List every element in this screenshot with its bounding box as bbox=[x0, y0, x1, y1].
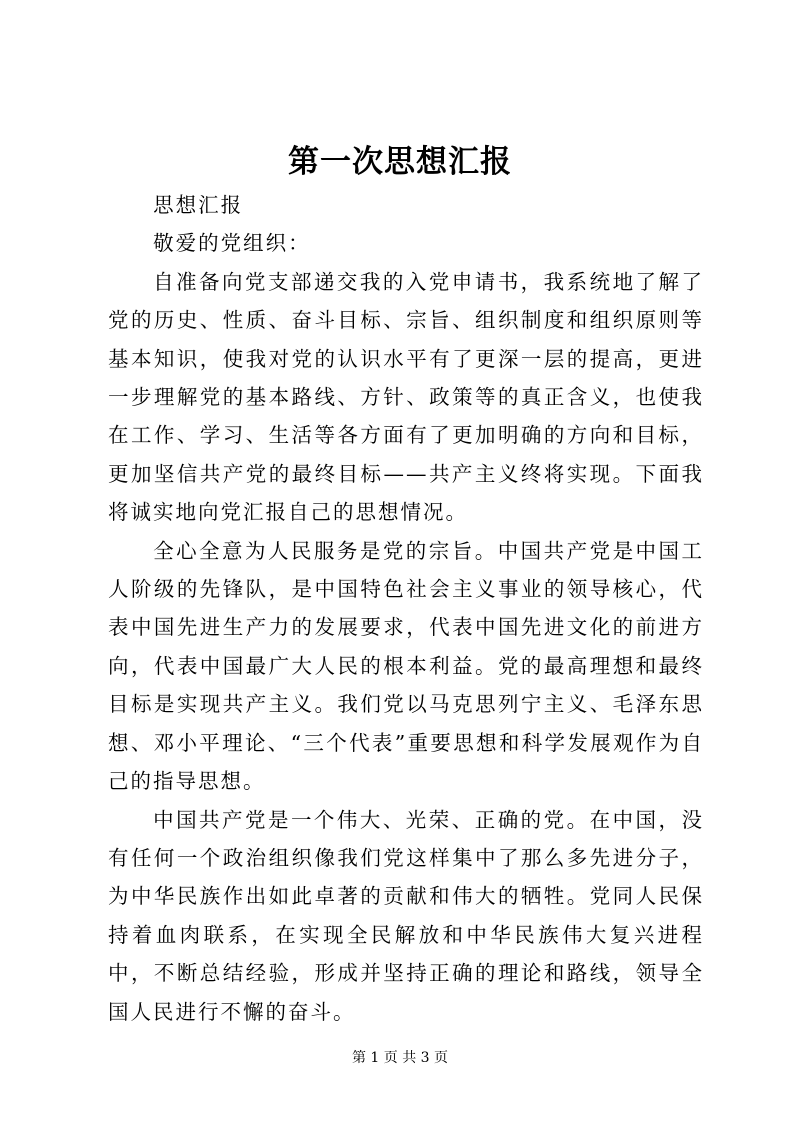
document-title: 第一次思想汇报 bbox=[288, 144, 512, 180]
paragraph-3: 中国共产党是一个伟大、光荣、正确的党。在中国，没有任何一个政治组织像我们党这样集中了那么多先进分子，为中华民族作出如此卓著的贡献和伟大的牺牲。党同人民保持着血肉联系，在实现全民解放和中华民族伟大复兴进程中，不断总结经验，形成并坚持正确的理论和路线，领导全国人民进行不懈的奋斗。 bbox=[108, 807, 704, 1024]
heading-line: 思想汇报 bbox=[153, 193, 244, 217]
salutation: 敬爱的党组织： bbox=[153, 231, 311, 256]
document-body bbox=[108, 186, 704, 1031]
page-footer: 第 1 页 共 3 页 bbox=[351, 1050, 449, 1066]
paragraph-1: 自准备向党支部递交我的入党申请书，我系统地了解了党的历史、性质、奋斗目标、宗旨、组织制度和组织原则等基本知识，使我对党的认识水平有了更深一层的提高，更进一步理解党的基本路线、方针、政策等的真正含义，也使我在工作、学习、生活等各方面有了更加明确的方向和目标，更加坚信共产党的最终目标——共产主义终将实现。下面我将诚实地向党汇报自己的思想情况。 bbox=[108, 269, 704, 525]
paragraph-2: 全心全意为人民服务是党的宗旨。中国共产党是中国工人阶级的先锋队，是中国特色社会主义事业的领导核心，代表中国先进生产力的发展要求，代表中国先进文化的前进方向，代表中国最广大人民的根本利益。党的最高理想和最终目标是实现共产主义。我们党以马克思列宁主义、毛泽东思想、邓小平理论、“三个代表”重要思想和科学发展观作为自己的指导思想。 bbox=[108, 538, 704, 794]
